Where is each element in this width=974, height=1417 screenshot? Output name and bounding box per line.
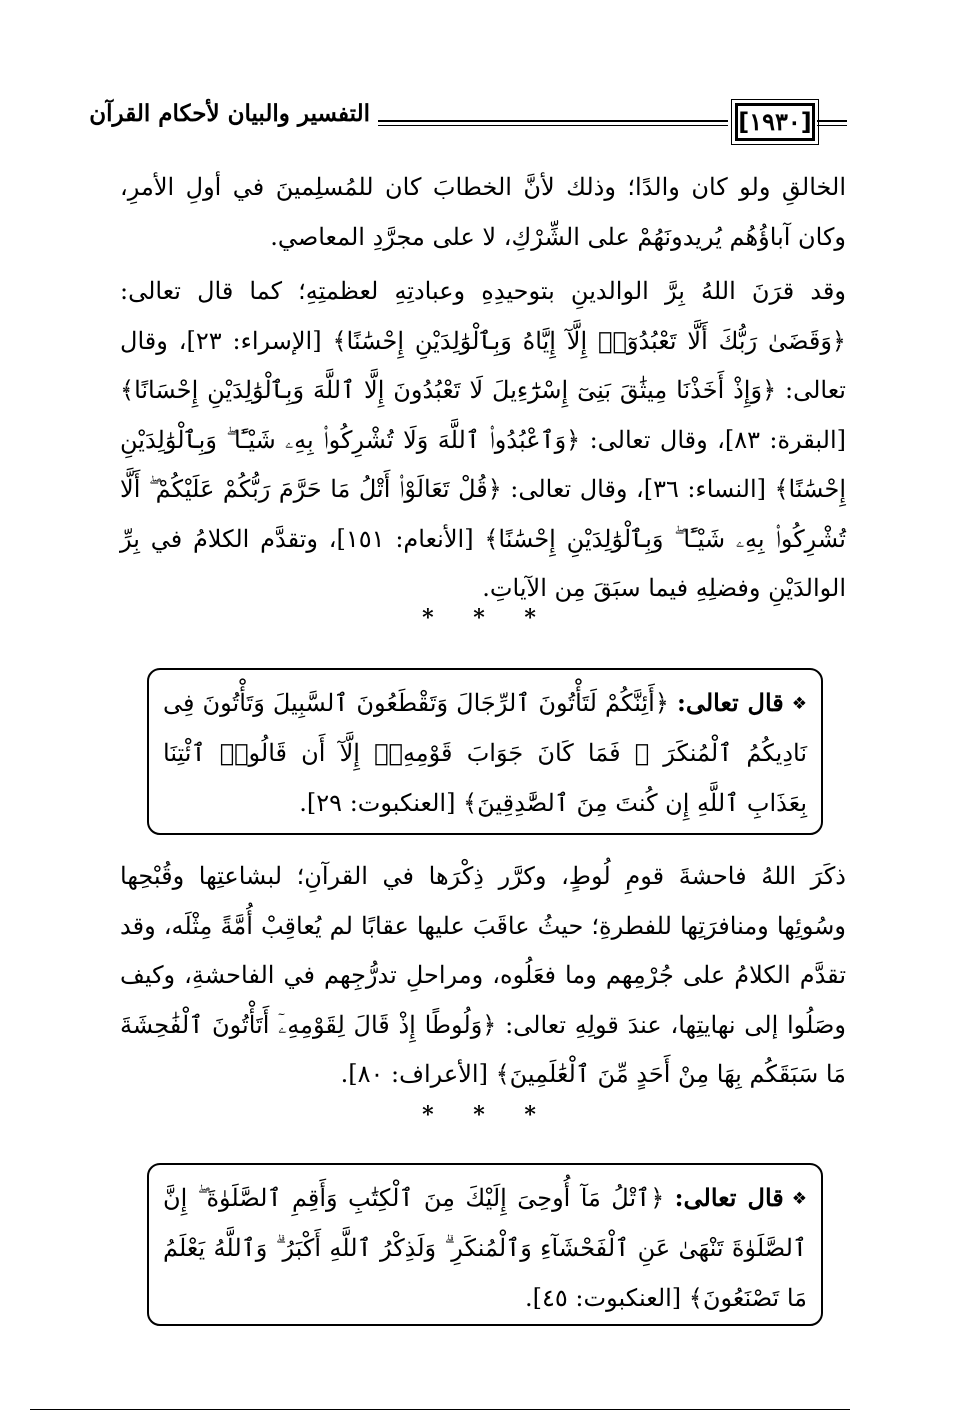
page-number-box	[735, 103, 815, 141]
verse-box-ankabut-29	[147, 668, 823, 835]
page-bottom-edge	[30, 1409, 850, 1410]
verse-box-2-quran: ﴿ٱتْلُ مَآ أُوحِىَ إِلَيْكَ مِنَ ٱلْكِتَٰبِ وَأَقِمِ ٱلصَّلَوٰةَ ۖ إِنَّ ٱلصَّلَوٰةَ تَنْهَىٰ عَنِ ٱلْفَحْشَآءِ وَٱلْمُنكَرِ ۗ وَلَذِكْرُ ٱللَّهِ أَكْبَرُ ۗ وَٱللَّهُ يَعْلَمُ مَا تَصْنَعُونَ﴾ [العنكبوت: ٤٥].	[163, 1184, 807, 1312]
paragraph-intro: الخالقِ ولو كان والدًا؛ وذلك لأنَّ الخطابَ كان للمُسلِمينَ في أولِ الأمرِ، وكان آباؤُهُم يُريدونَهُمْ على الشِّرْكِ، لا على مجرَّدِ المعاصي.	[120, 173, 846, 251]
paragraph-parents: وقد قرَنَ اللهُ بِرَّ الوالدينِ بتوحيدِهِ وعبادتِهِ لعظمتِهِ؛ كما قال تعالى: ﴿وَقَضَىٰ رَبُّكَ أَلَّا تَعْبُدُوٓا۟ إِلَّآ إِيَّاهُ وَبِٱلْوَٰلِدَيْنِ إِحْسَٰنًا﴾ [الإسراء: ٢٣]، وقال تعالى: ﴿وَإِذْ أَخَذْنَا مِيثَٰقَ بَنِىٓ إِسْرَٰٓءِيلَ لَا تَعْبُدُونَ إِلَّا ٱللَّهَ وَبِٱلْوَٰلِدَيْنِ إِحْسَانًا﴾ [البقرة: ٨٣]، وقال تعالى: ﴿وَٱعْبُدُوا۟ ٱللَّهَ وَلَا تُشْرِكُوا۟ بِهِۦ شَيْـًٔا ۖ وَبِٱلْوَٰلِدَيْنِ إِحْسَٰنًا﴾ [النساء: ٣٦]، وقال تعالى: ﴿قُلْ تَعَالَوْا۟ أَتْلُ مَا حَرَّمَ رَبُّكُمْ عَلَيْكُمْ ۖ أَلَّا تُشْرِكُوا۟ بِهِۦ شَيْـًٔا ۖ وَبِٱلْوَٰلِدَيْنِ إِحْسَٰنًا﴾ [الأنعام: ١٥١]، وتقدَّم الكلامُ في بِرِّ الوالدَيْنِ وفضلِهِ فيما سبَقَ مِن الآياتِ.	[120, 277, 846, 602]
verse-box-ankabut-45	[147, 1163, 823, 1326]
verse-box-1-quran: ﴿أَئِنَّكُمْ لَتَأْتُونَ ٱلرِّجَالَ وَتَقْطَعُونَ ٱلسَّبِيلَ وَتَأْتُونَ فِى نَادِيكُمُ ٱلْمُنكَرَ ۖ فَمَا كَانَ جَوَابَ قَوْمِهِۦٓ إِلَّآ أَن قَالُوا۟ ٱئْتِنَا بِعَذَابِ ٱللَّهِ إِن كُنتَ مِنَ ٱلصَّٰدِقِينَ﴾ [العنكبوت: ٢٩].	[163, 689, 807, 817]
paragraph-lut: ذكَرَ اللهُ فاحشةَ قومِ لُوطٍ، وكرَّر ذِكْرَها في القرآنِ؛ لبشاعتِها وقُبْحِها وسُوئِها ومنافرَتِها للفطرةِ؛ حيثُ عاقَبَ عليها عقابًا لم يُعاقِبْ أُمَّةً مِثْلَه، وقد تقدَّم الكلامُ على جُرْمِهم وما فعَلُوه، ومراحلِ تدرُّجِهم في الفاحشةِ، وكيف وصَلُوا إلى نهايتِها، عندَ قولِهِ تعالى: ﴿وَلُوطًا إِذْ قَالَ لِقَوْمِهِۦٓ أَتَأْتُونَ ٱلْفَٰحِشَةَ مَا سَبَقَكُم بِهَا مِنْ أَحَدٍ مِّنَ ٱلْعَٰلَمِينَ﴾ [الأعراف: ٨٠].	[120, 862, 846, 1088]
page-number: ١٩٣٠	[749, 107, 801, 136]
verse-box-1-lead: قال تعالى:	[676, 688, 784, 717]
ornament-icon: ❖	[791, 1189, 808, 1209]
verse-box-1-text	[163, 678, 807, 828]
book-title: التفسير والبيان لأحكام القرآن	[89, 100, 370, 127]
header-rule-left	[378, 120, 728, 122]
header-rule-right-thin	[817, 125, 847, 126]
page-header	[89, 70, 846, 160]
header-rule-right	[817, 120, 847, 122]
section-separator-2: * * *	[422, 1102, 552, 1128]
section-separator: * * *	[422, 605, 552, 631]
verse-box-2-lead: قال تعالى:	[674, 1183, 784, 1212]
verse-box-2-text	[163, 1173, 807, 1323]
header-rule-left-thin	[378, 125, 728, 126]
page-number-bracket-right: ]	[800, 108, 812, 136]
ornament-icon: ❖	[791, 694, 807, 714]
page-number-bracket-left: [	[738, 108, 750, 136]
